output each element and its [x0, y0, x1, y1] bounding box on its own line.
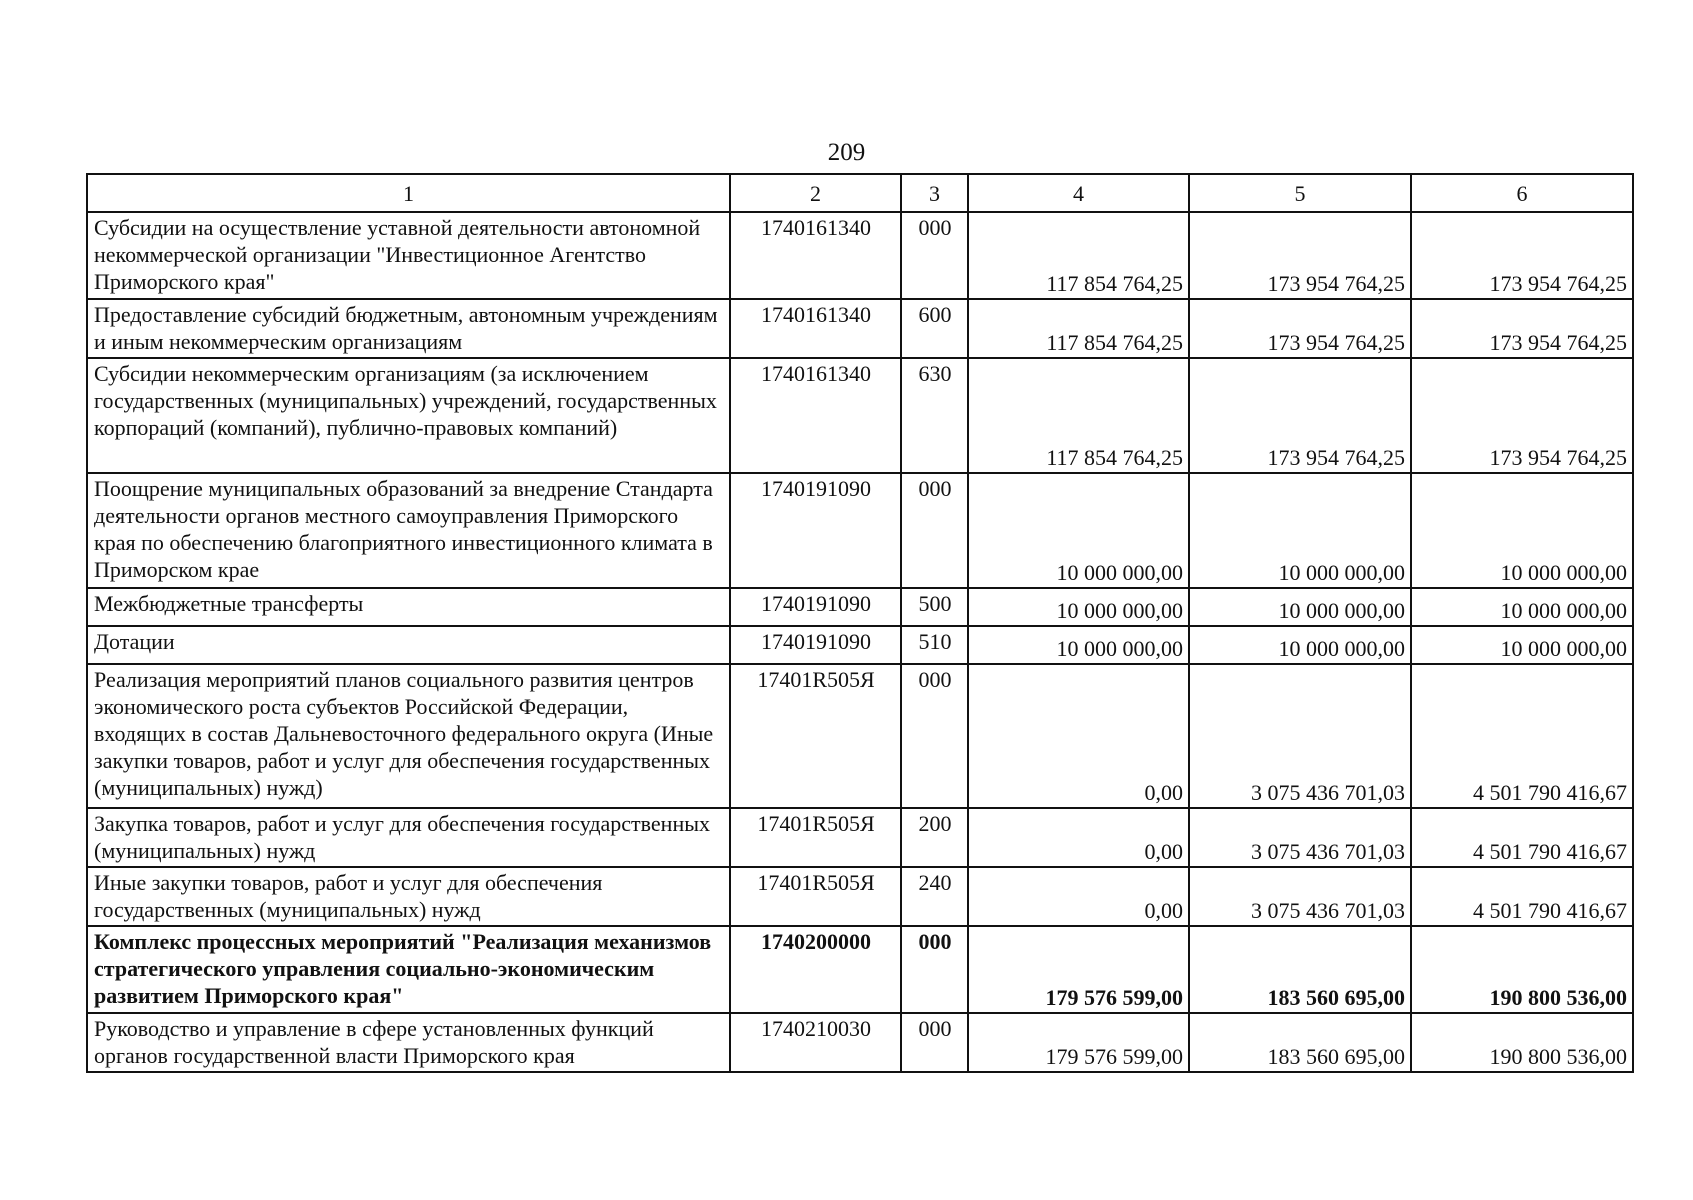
row-code: 17401R505Я: [730, 808, 901, 867]
row-name: Реализация мероприятий планов социального развития центров экономического роста субъектов Российской Федерации, входящих в состав Дальневосточного федерального округа (Иные закупки товаров, работ и услуг для обеспечения государственных (муниципальных) нужд): [87, 664, 730, 808]
row-amount-col6: 190 800 536,00: [1411, 926, 1633, 1013]
row-amount-col6: 10 000 000,00: [1411, 626, 1633, 664]
table-row: [87, 299, 1633, 358]
row-amount-col4: 10 000 000,00: [968, 473, 1189, 588]
row-kind: 600: [901, 299, 968, 358]
table-row: [87, 588, 1633, 626]
row-code: 1740161340: [730, 212, 901, 299]
row-name: Субсидии на осуществление уставной деятельности автономной некоммерческой организации "Инвестиционное Агентство Приморского края": [87, 212, 730, 299]
table-row: [87, 867, 1633, 926]
table-row: [87, 473, 1633, 588]
row-name: Субсидии некоммерческим организациям (за исключением государственных (муниципальных) учреждений, государственных корпораций (компаний), публично-правовых компаний): [87, 358, 730, 473]
row-name: Закупка товаров, работ и услуг для обеспечения государственных (муниципальных) нужд: [87, 808, 730, 867]
row-amount-col6: 10 000 000,00: [1411, 588, 1633, 626]
table-row: [87, 664, 1633, 808]
row-amount-col5: 183 560 695,00: [1189, 1013, 1411, 1072]
row-code: 1740191090: [730, 626, 901, 664]
row-code: 1740161340: [730, 299, 901, 358]
table-row: [87, 358, 1633, 473]
row-amount-col5: 3 075 436 701,03: [1189, 664, 1411, 808]
row-amount-col5: 10 000 000,00: [1189, 626, 1411, 664]
row-amount-col4: 0,00: [968, 808, 1189, 867]
row-amount-col4: 179 576 599,00: [968, 926, 1189, 1013]
row-amount-col5: 10 000 000,00: [1189, 588, 1411, 626]
row-amount-col5: 183 560 695,00: [1189, 926, 1411, 1013]
row-amount-col4: 10 000 000,00: [968, 626, 1189, 664]
table-row: [87, 808, 1633, 867]
row-name: Дотации: [87, 626, 730, 664]
row-name: Предоставление субсидий бюджетным, автономным учреждениям и иным некоммерческим организациям: [87, 299, 730, 358]
row-code: 1740191090: [730, 473, 901, 588]
column-header-3: 3: [901, 174, 968, 212]
row-amount-col5: 3 075 436 701,03: [1189, 867, 1411, 926]
row-amount-col4: 117 854 764,25: [968, 358, 1189, 473]
row-kind: 000: [901, 212, 968, 299]
row-kind: 000: [901, 1013, 968, 1072]
row-amount-col6: 173 954 764,25: [1411, 358, 1633, 473]
row-kind: 240: [901, 867, 968, 926]
row-amount-col5: 173 954 764,25: [1189, 358, 1411, 473]
row-amount-col4: 117 854 764,25: [968, 299, 1189, 358]
column-header-4: 4: [968, 174, 1189, 212]
table-row: [87, 626, 1633, 664]
row-amount-col4: 117 854 764,25: [968, 212, 1189, 299]
row-name: Межбюджетные трансферты: [87, 588, 730, 626]
row-kind: 000: [901, 926, 968, 1013]
row-amount-col4: 10 000 000,00: [968, 588, 1189, 626]
table-header-row: [87, 174, 1633, 212]
column-header-5: 5: [1189, 174, 1411, 212]
row-amount-col6: 173 954 764,25: [1411, 299, 1633, 358]
row-code: 17401R505Я: [730, 664, 901, 808]
row-kind: 200: [901, 808, 968, 867]
row-kind: 510: [901, 626, 968, 664]
row-kind: 630: [901, 358, 968, 473]
row-amount-col6: 4 501 790 416,67: [1411, 808, 1633, 867]
row-code: 1740191090: [730, 588, 901, 626]
row-name: Поощрение муниципальных образований за внедрение Стандарта деятельности органов местного самоуправления Приморского края по обеспечению благоприятного инвестиционного климата в Приморском крае: [87, 473, 730, 588]
row-amount-col5: 3 075 436 701,03: [1189, 808, 1411, 867]
row-name: Комплекс процессных мероприятий "Реализация механизмов стратегического управления социально-экономическим развитием Приморского края": [87, 926, 730, 1013]
row-amount-col6: 190 800 536,00: [1411, 1013, 1633, 1072]
row-name: Иные закупки товаров, работ и услуг для обеспечения государственных (муниципальных) нужд: [87, 867, 730, 926]
row-kind: 000: [901, 664, 968, 808]
column-header-6: 6: [1411, 174, 1633, 212]
column-header-1: 1: [87, 174, 730, 212]
row-amount-col4: 179 576 599,00: [968, 1013, 1189, 1072]
row-name: Руководство и управление в сфере установленных функций органов государственной власти Приморского края: [87, 1013, 730, 1072]
row-amount-col5: 173 954 764,25: [1189, 212, 1411, 299]
row-code: 17401R505Я: [730, 867, 901, 926]
row-code: 1740210030: [730, 1013, 901, 1072]
table-row: [87, 1013, 1633, 1072]
table-row: [87, 212, 1633, 299]
table-row: [87, 926, 1633, 1013]
row-amount-col4: 0,00: [968, 664, 1189, 808]
row-amount-col6: 4 501 790 416,67: [1411, 867, 1633, 926]
page-number: 209: [827, 139, 866, 166]
row-amount-col5: 173 954 764,25: [1189, 299, 1411, 358]
row-amount-col6: 4 501 790 416,67: [1411, 664, 1633, 808]
row-amount-col4: 0,00: [968, 867, 1189, 926]
row-amount-col5: 10 000 000,00: [1189, 473, 1411, 588]
budget-table: [86, 173, 1634, 1073]
row-code: 1740161340: [730, 358, 901, 473]
row-amount-col6: 10 000 000,00: [1411, 473, 1633, 588]
row-code: 1740200000: [730, 926, 901, 1013]
column-header-2: 2: [730, 174, 901, 212]
row-kind: 000: [901, 473, 968, 588]
row-kind: 500: [901, 588, 968, 626]
row-amount-col6: 173 954 764,25: [1411, 212, 1633, 299]
